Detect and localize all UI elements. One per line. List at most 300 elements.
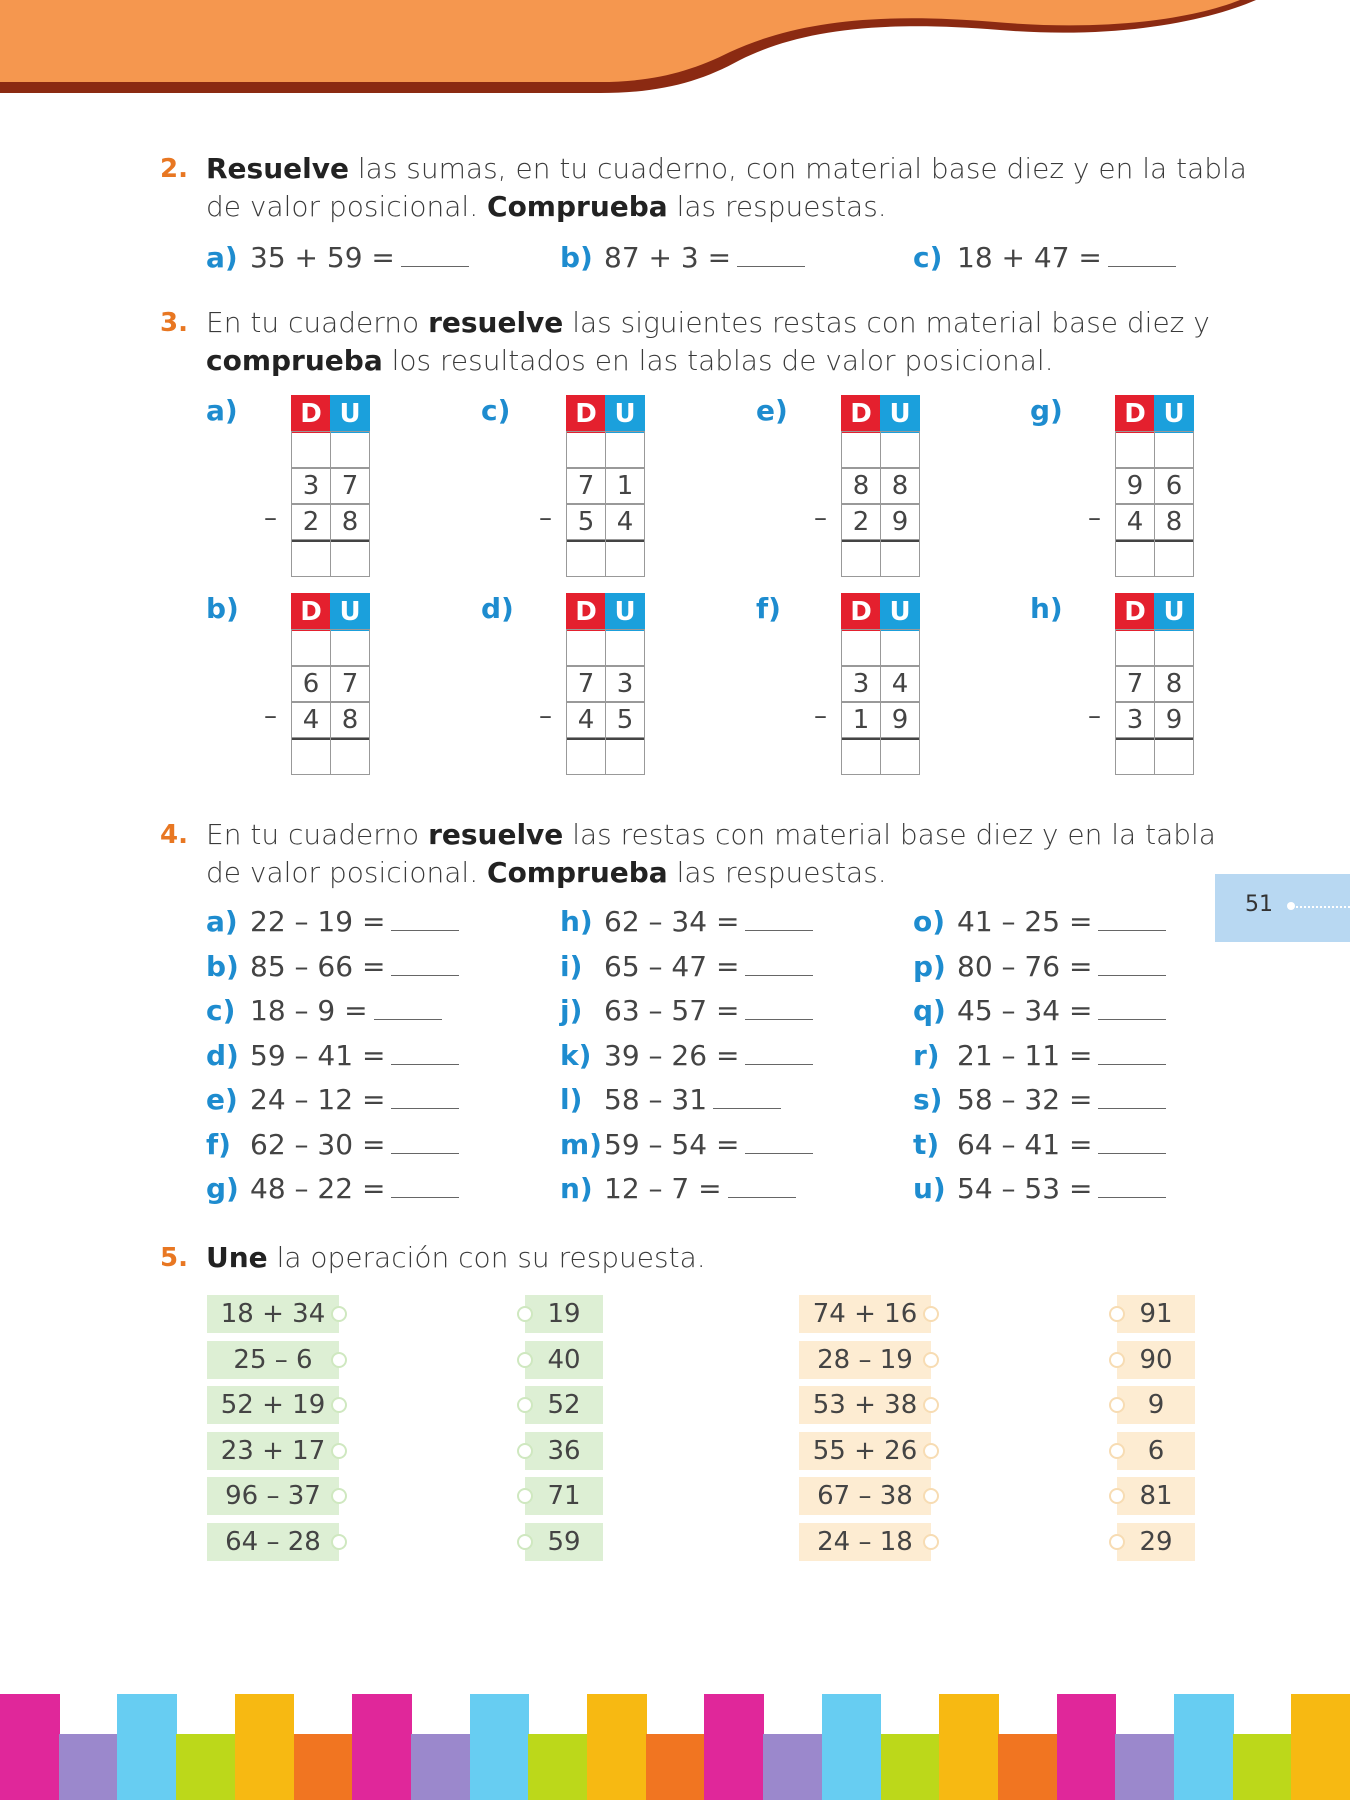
table-row xyxy=(292,738,370,774)
section-3-instruction xyxy=(206,304,1266,380)
result-cell[interactable] xyxy=(880,539,920,577)
connector-dot[interactable] xyxy=(1109,1488,1125,1504)
stripe xyxy=(117,1694,177,1800)
digit-units: 7 xyxy=(330,467,370,505)
table-row xyxy=(842,666,920,702)
problem-expression: 59 – 41 = xyxy=(250,1038,386,1072)
minus-sign: – xyxy=(1088,701,1101,731)
table-row xyxy=(292,594,370,630)
problem-expression: 58 – 32 = xyxy=(957,1083,1093,1116)
section-3-number: 3. xyxy=(160,308,188,338)
answer-blank[interactable] xyxy=(713,1082,781,1109)
connector-dot[interactable] xyxy=(923,1443,939,1459)
table-label: b) xyxy=(206,592,239,625)
s4-problem xyxy=(206,949,459,985)
problem-label: r) xyxy=(913,1038,940,1072)
problem-expression: 48 – 22 = xyxy=(250,1172,386,1205)
answer-blank[interactable] xyxy=(391,1127,459,1154)
problem-label: g) xyxy=(206,1172,239,1205)
digit-tens: 1 xyxy=(841,701,881,740)
carry-cell[interactable] xyxy=(880,629,920,667)
digit-tens: 8 xyxy=(841,467,881,505)
answer-blank[interactable] xyxy=(391,1082,459,1109)
section-2-number: 2. xyxy=(160,154,188,184)
table-row xyxy=(1116,540,1194,576)
keyword-resuelve: resuelve xyxy=(428,306,564,339)
connector-dot[interactable] xyxy=(331,1534,347,1550)
problem-expression: 35 + 59 = xyxy=(250,241,395,274)
problem-label: b) xyxy=(206,949,239,983)
result-cell[interactable] xyxy=(566,539,606,577)
s4-problem xyxy=(560,904,813,940)
header-d: D xyxy=(566,395,606,433)
answer-blank[interactable] xyxy=(745,904,813,931)
decorative-stripes xyxy=(0,1694,1350,1800)
stripe xyxy=(1174,1694,1234,1800)
result-cell[interactable] xyxy=(841,737,881,775)
answer-text: 9 xyxy=(1147,1390,1165,1421)
table-row xyxy=(842,468,920,504)
answer-text: 40 xyxy=(547,1344,581,1375)
stripe xyxy=(294,1734,354,1800)
connector-dot[interactable] xyxy=(1109,1352,1125,1368)
carry-cell[interactable] xyxy=(330,431,370,469)
connector-dot[interactable] xyxy=(1109,1306,1125,1322)
connector-dot[interactable] xyxy=(331,1443,347,1459)
answer-box xyxy=(525,1432,603,1470)
connector-dot[interactable] xyxy=(517,1352,533,1368)
keyword-une: Une xyxy=(206,1241,268,1274)
carry-cell[interactable] xyxy=(291,431,331,469)
place-value-table xyxy=(264,396,370,576)
result-cell[interactable] xyxy=(330,737,370,775)
stripe xyxy=(1233,1734,1293,1800)
problem-label: l) xyxy=(560,1083,583,1116)
problem-expression: 45 – 34 = xyxy=(957,994,1093,1027)
result-cell[interactable] xyxy=(1115,737,1155,775)
answer-blank[interactable] xyxy=(391,1038,459,1065)
operation-box xyxy=(799,1432,931,1470)
operation-text: 64 – 28 xyxy=(225,1527,321,1557)
table-row xyxy=(567,468,645,504)
digit-units: 8 xyxy=(330,701,370,740)
s4-problem xyxy=(560,1082,781,1118)
connector-dot[interactable] xyxy=(331,1306,347,1322)
header-u: U xyxy=(1154,593,1194,631)
connector-dot[interactable] xyxy=(923,1352,939,1368)
connector-dot[interactable] xyxy=(923,1306,939,1322)
table-label: c) xyxy=(481,394,511,427)
stripe xyxy=(1291,1694,1350,1800)
problem-label: a) xyxy=(206,905,238,938)
answer-blank[interactable] xyxy=(391,904,459,931)
answer-text: 90 xyxy=(1139,1344,1173,1375)
s4-problem xyxy=(206,993,442,1029)
s4-problem xyxy=(913,1038,1166,1074)
operation-text: 53 + 38 xyxy=(812,1390,918,1421)
problem-expression: 62 – 34 = xyxy=(604,905,740,938)
problem-label: a) xyxy=(206,241,238,274)
operation-text: 55 + 26 xyxy=(812,1435,918,1466)
answer-box xyxy=(1117,1432,1195,1470)
problem-label: t) xyxy=(913,1127,940,1161)
problem-label: c) xyxy=(913,241,943,274)
stripe xyxy=(59,1734,119,1800)
answer-box xyxy=(525,1295,603,1333)
keyword-resuelve: Resuelve xyxy=(206,152,349,185)
operation-text: 96 – 37 xyxy=(225,1481,321,1512)
connector-dot[interactable] xyxy=(923,1488,939,1504)
problem-label: q) xyxy=(913,994,946,1027)
stripe xyxy=(528,1734,588,1800)
problem-label: j) xyxy=(560,994,583,1027)
digit-tens: 7 xyxy=(566,665,606,703)
place-value-table xyxy=(814,594,920,774)
result-cell[interactable] xyxy=(1154,539,1194,577)
table-row xyxy=(292,504,370,540)
answer-box xyxy=(1117,1477,1195,1515)
header-d: D xyxy=(1115,593,1155,631)
operation-box xyxy=(799,1341,931,1379)
digit-units: 9 xyxy=(880,701,920,740)
place-value-table xyxy=(1088,396,1194,576)
problem-expression: 58 – 31 xyxy=(604,1083,708,1116)
table-label: e) xyxy=(756,394,788,427)
problem-expression: 80 – 76 = xyxy=(957,949,1093,983)
answer-blank[interactable] xyxy=(1098,1127,1166,1154)
answer-blank[interactable] xyxy=(391,949,459,976)
s4-problem xyxy=(560,1171,796,1207)
carry-cell[interactable] xyxy=(605,629,645,667)
table-row xyxy=(292,432,370,468)
operation-text: 28 – 19 xyxy=(817,1344,913,1375)
table-row xyxy=(567,738,645,774)
connector-dot[interactable] xyxy=(923,1534,939,1550)
s4-problem xyxy=(560,949,813,985)
digit-tens: 7 xyxy=(566,467,606,505)
operation-box xyxy=(207,1386,339,1424)
header-u: U xyxy=(605,593,645,631)
operation-text: 18 + 34 xyxy=(220,1299,326,1329)
answer-blank[interactable] xyxy=(1098,904,1166,931)
s2-problem-b xyxy=(560,240,805,276)
stripe xyxy=(0,1694,60,1800)
page-number-tab xyxy=(1215,874,1350,942)
header-d: D xyxy=(291,395,331,433)
operation-box xyxy=(207,1341,339,1379)
result-cell[interactable] xyxy=(1115,539,1155,577)
table-row xyxy=(842,702,920,738)
instruction-text: los resultados en las tablas de valor posicional. xyxy=(382,344,1054,377)
header-u: U xyxy=(330,593,370,631)
page-number: 51 xyxy=(1245,892,1273,917)
table-row xyxy=(842,432,920,468)
answer-blank[interactable] xyxy=(391,1171,459,1198)
answer-box xyxy=(1117,1523,1195,1561)
carry-cell[interactable] xyxy=(1115,629,1155,667)
header-u: U xyxy=(880,593,920,631)
connector-dot[interactable] xyxy=(923,1397,939,1413)
problem-expression: 87 + 3 = xyxy=(604,241,732,274)
problem-expression: 39 – 26 = xyxy=(604,1038,740,1072)
operation-box xyxy=(799,1523,931,1561)
problem-label: p) xyxy=(913,949,946,983)
digit-tens: 3 xyxy=(841,665,881,703)
table-row xyxy=(842,540,920,576)
minus-sign: – xyxy=(1088,503,1101,533)
stripe xyxy=(822,1694,882,1800)
digit-tens: 2 xyxy=(291,503,331,542)
stripe xyxy=(646,1734,706,1800)
stripe xyxy=(939,1694,999,1800)
s4-problem xyxy=(913,904,1166,940)
header-u: U xyxy=(330,395,370,433)
table-row xyxy=(567,666,645,702)
answer-blank[interactable] xyxy=(401,240,469,267)
digit-tens: 7 xyxy=(1115,665,1155,703)
table-row xyxy=(567,396,645,432)
problem-expression: 62 – 30 = xyxy=(250,1127,386,1161)
carry-cell[interactable] xyxy=(566,629,606,667)
problem-expression: 21 – 11 = xyxy=(957,1038,1093,1072)
minus-sign: – xyxy=(814,701,827,731)
problem-expression: 41 – 25 = xyxy=(957,905,1093,938)
digit-units: 8 xyxy=(330,503,370,542)
problem-expression: 65 – 47 = xyxy=(604,949,740,983)
place-value-table xyxy=(814,396,920,576)
answer-blank[interactable] xyxy=(1098,1038,1166,1065)
result-cell[interactable] xyxy=(1154,737,1194,775)
answer-box xyxy=(525,1386,603,1424)
table-row xyxy=(1116,396,1194,432)
connector-dot[interactable] xyxy=(1109,1397,1125,1413)
result-cell[interactable] xyxy=(330,539,370,577)
table-row xyxy=(292,468,370,504)
s4-problem xyxy=(560,1127,813,1163)
stripe xyxy=(763,1734,823,1800)
problem-expression: 63 – 57 = xyxy=(604,994,740,1027)
place-value-table xyxy=(1088,594,1194,774)
header-wave-fill xyxy=(0,0,1240,82)
operation-box xyxy=(799,1295,931,1333)
problem-expression: 22 – 19 = xyxy=(250,905,386,938)
answer-text: 71 xyxy=(547,1481,581,1512)
carry-cell[interactable] xyxy=(566,431,606,469)
instruction-text: las respuestas. xyxy=(667,190,887,223)
digit-tens: 6 xyxy=(291,665,331,703)
problem-label: n) xyxy=(560,1172,593,1205)
digit-tens: 9 xyxy=(1115,467,1155,505)
header-d: D xyxy=(566,593,606,631)
section-4-number: 4. xyxy=(160,820,188,850)
carry-cell[interactable] xyxy=(880,431,920,469)
header-d: D xyxy=(841,395,881,433)
instruction-text: las restas con material base diez y en la tabla de valor posicional. xyxy=(206,818,1216,889)
header-u: U xyxy=(880,395,920,433)
digit-units: 8 xyxy=(1154,503,1194,542)
digit-units: 4 xyxy=(605,503,645,542)
keyword-resuelve: resuelve xyxy=(428,818,564,851)
digit-units: 7 xyxy=(330,665,370,703)
problem-label: u) xyxy=(913,1172,946,1205)
stripe xyxy=(881,1734,941,1800)
answer-blank[interactable] xyxy=(1098,993,1166,1020)
problem-label: d) xyxy=(206,1038,239,1072)
digit-tens: 4 xyxy=(566,701,606,740)
table-row xyxy=(842,738,920,774)
problem-label: e) xyxy=(206,1083,238,1116)
s4-problem xyxy=(206,1082,459,1118)
problem-expression: 85 – 66 = xyxy=(250,949,386,983)
answer-blank[interactable] xyxy=(745,993,813,1020)
answer-blank[interactable] xyxy=(745,949,813,976)
carry-cell[interactable] xyxy=(291,629,331,667)
carry-cell[interactable] xyxy=(841,629,881,667)
instruction-text: las respuestas. xyxy=(667,856,887,889)
connector-dot[interactable] xyxy=(331,1352,347,1368)
connector-dot[interactable] xyxy=(517,1306,533,1322)
place-value-table xyxy=(264,594,370,774)
problem-label: i) xyxy=(560,949,583,983)
answer-text: 91 xyxy=(1139,1299,1173,1329)
problem-label: s) xyxy=(913,1083,943,1116)
s4-problem xyxy=(206,1127,459,1163)
header-d: D xyxy=(1115,395,1155,433)
connector-dot[interactable] xyxy=(331,1488,347,1504)
carry-cell[interactable] xyxy=(1154,629,1194,667)
connector-dot[interactable] xyxy=(1109,1534,1125,1550)
header-wave xyxy=(0,0,1350,100)
header-u: U xyxy=(605,395,645,433)
digit-units: 1 xyxy=(605,467,645,505)
connector-dot[interactable] xyxy=(1109,1443,1125,1459)
operation-text: 25 – 6 xyxy=(233,1344,313,1375)
problem-label: f) xyxy=(206,1127,231,1161)
table-row xyxy=(842,630,920,666)
problem-expression: 64 – 41 = xyxy=(957,1127,1093,1161)
answer-blank[interactable] xyxy=(728,1171,796,1198)
result-cell[interactable] xyxy=(566,737,606,775)
answer-blank[interactable] xyxy=(1098,1171,1166,1198)
s4-problem xyxy=(206,1171,459,1207)
answer-blank[interactable] xyxy=(1098,949,1166,976)
stripe xyxy=(587,1694,647,1800)
s2-problem-c xyxy=(913,240,1176,276)
operation-box xyxy=(799,1386,931,1424)
answer-blank[interactable] xyxy=(745,1038,813,1065)
answer-blank[interactable] xyxy=(374,993,442,1020)
stripe xyxy=(704,1694,764,1800)
table-row xyxy=(567,540,645,576)
connector-dot[interactable] xyxy=(517,1488,533,1504)
carry-cell[interactable] xyxy=(330,629,370,667)
answer-text: 59 xyxy=(547,1527,581,1557)
place-value-table xyxy=(539,396,645,576)
section-5-instruction xyxy=(206,1239,1266,1277)
answer-blank[interactable] xyxy=(1108,240,1176,267)
minus-sign: – xyxy=(539,701,552,731)
s4-problem xyxy=(913,1127,1166,1163)
result-cell[interactable] xyxy=(291,539,331,577)
carry-cell[interactable] xyxy=(841,431,881,469)
operation-box xyxy=(207,1432,339,1470)
digit-units: 5 xyxy=(605,701,645,740)
header-u: U xyxy=(1154,395,1194,433)
result-cell[interactable] xyxy=(605,737,645,775)
stripe xyxy=(352,1694,412,1800)
s2-problem-a xyxy=(206,240,469,276)
answer-blank[interactable] xyxy=(1098,1082,1166,1109)
stripe xyxy=(470,1694,530,1800)
answer-blank[interactable] xyxy=(737,240,805,267)
carry-cell[interactable] xyxy=(1115,431,1155,469)
digit-units: 4 xyxy=(880,665,920,703)
section-4-instruction xyxy=(206,816,1246,892)
minus-sign: – xyxy=(264,701,277,731)
digit-tens: 2 xyxy=(841,503,881,542)
operation-text: 67 – 38 xyxy=(817,1481,913,1512)
table-row xyxy=(292,630,370,666)
connector-dot[interactable] xyxy=(331,1397,347,1413)
answer-box xyxy=(1117,1386,1195,1424)
table-row xyxy=(292,666,370,702)
problem-expression: 18 + 47 = xyxy=(957,241,1102,274)
table-row xyxy=(1116,594,1194,630)
digit-tens: 3 xyxy=(1115,701,1155,740)
s4-problem xyxy=(206,904,459,940)
result-cell[interactable] xyxy=(291,737,331,775)
operation-text: 52 + 19 xyxy=(220,1390,326,1421)
keyword-comprueba: comprueba xyxy=(206,344,383,377)
operation-text: 74 + 16 xyxy=(812,1299,918,1329)
table-row xyxy=(1116,702,1194,738)
problem-label: b) xyxy=(560,241,593,274)
minus-sign: – xyxy=(264,503,277,533)
problem-label: c) xyxy=(206,994,236,1027)
answer-text: 81 xyxy=(1139,1481,1173,1512)
connector-dot[interactable] xyxy=(517,1443,533,1459)
digit-tens: 4 xyxy=(1115,503,1155,542)
connector-dot[interactable] xyxy=(517,1534,533,1550)
stripe xyxy=(998,1734,1058,1800)
instruction-text: las siguientes restas con material base diez y xyxy=(563,306,1210,339)
operation-box xyxy=(799,1477,931,1515)
result-cell[interactable] xyxy=(605,539,645,577)
result-cell[interactable] xyxy=(841,539,881,577)
answer-blank[interactable] xyxy=(745,1127,813,1154)
s4-problem xyxy=(560,993,813,1029)
s4-problem xyxy=(560,1038,813,1074)
operation-text: 24 – 18 xyxy=(817,1527,913,1557)
carry-cell[interactable] xyxy=(1154,431,1194,469)
table-row xyxy=(567,594,645,630)
table-row xyxy=(567,702,645,738)
operation-box xyxy=(207,1523,339,1561)
digit-tens: 4 xyxy=(291,701,331,740)
table-row xyxy=(292,702,370,738)
digit-units: 3 xyxy=(605,665,645,703)
stripe xyxy=(176,1734,236,1800)
carry-cell[interactable] xyxy=(605,431,645,469)
answer-text: 29 xyxy=(1139,1527,1173,1557)
result-cell[interactable] xyxy=(880,737,920,775)
table-row xyxy=(842,396,920,432)
tab-dotted-line xyxy=(1291,906,1350,908)
problem-expression: 24 – 12 = xyxy=(250,1083,386,1116)
s4-problem xyxy=(206,1038,459,1074)
digit-tens: 5 xyxy=(566,503,606,542)
connector-dot[interactable] xyxy=(517,1397,533,1413)
